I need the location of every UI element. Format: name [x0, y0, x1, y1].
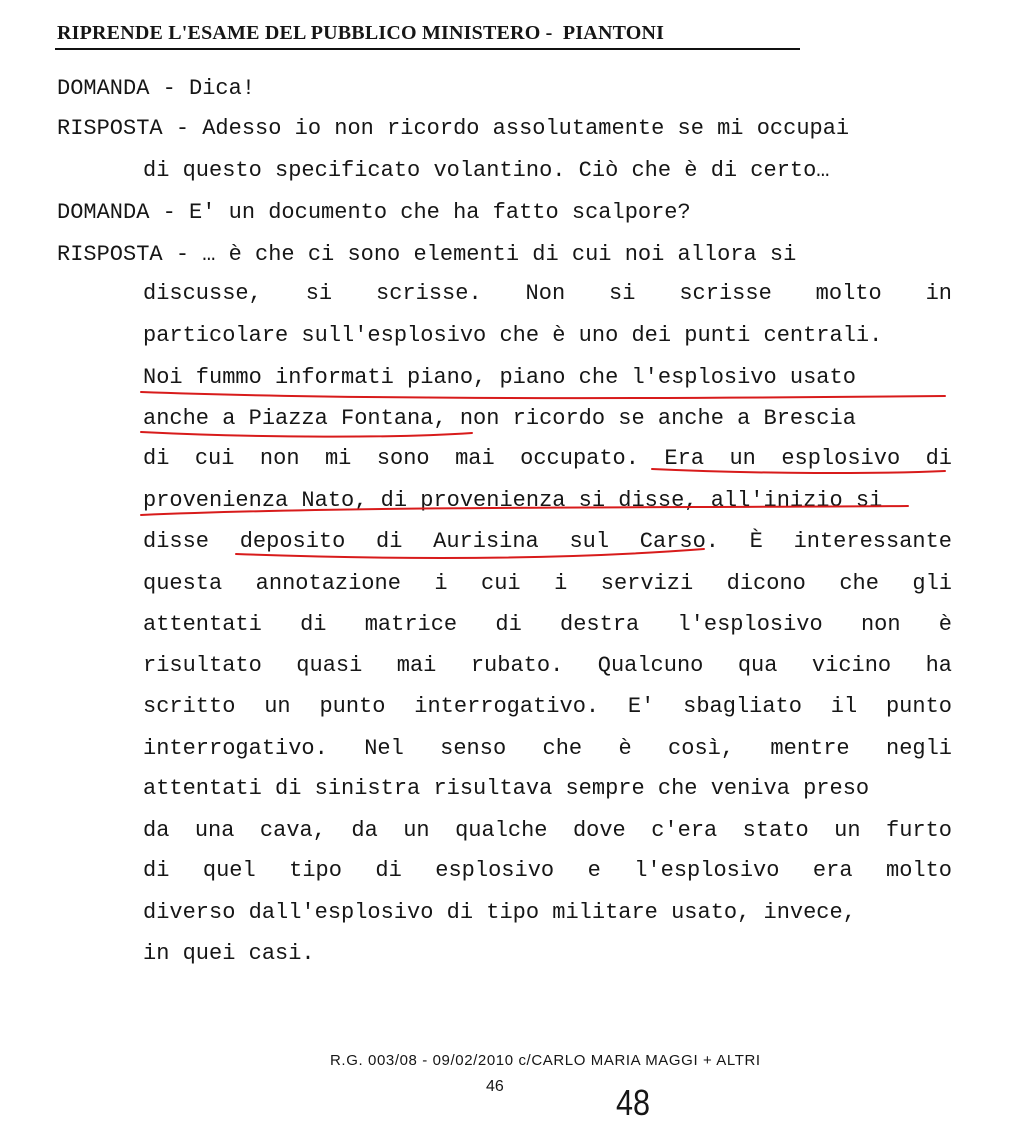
- answer-line: scritto un punto interrogativo. E' sbagliato il punto: [143, 694, 952, 719]
- underlined-line: anche a Piazza Fontana, non ricordo se anche a Brescia: [143, 406, 856, 431]
- answer-line: RISPOSTA - Adesso io non ricordo assolutamente se mi occupai: [57, 116, 850, 141]
- answer-line: RISPOSTA - … è che ci sono elementi di cui noi allora si: [57, 242, 797, 267]
- underlined-line: di cui non mi sono mai occupato. Era un esplosivo di: [143, 446, 952, 471]
- answer-line: di quel tipo di esplosivo e l'esplosivo era molto: [143, 858, 952, 883]
- underlined-line: provenienza Nato, di provenienza si disse, all'inizio si: [143, 488, 883, 513]
- question-line: DOMANDA - E' un documento che ha fatto scalpore?: [57, 200, 691, 225]
- answer-line: interrogativo. Nel senso che è così, mentre negli: [143, 736, 952, 761]
- underlined-line: disse deposito di Aurisina sul Carso. È interessante: [143, 529, 952, 554]
- handwritten-page-number: 48: [616, 1082, 651, 1123]
- pen-underline: [141, 432, 472, 437]
- answer-line: da una cava, da un qualche dove c'era stato un furto: [143, 818, 952, 843]
- pen-underline: [652, 469, 945, 473]
- pen-underline: [141, 506, 908, 515]
- answer-line: attentati di sinistra risultava sempre che veniva preso: [143, 776, 870, 801]
- page-number: 46: [486, 1078, 504, 1095]
- question-line: DOMANDA - Dica!: [57, 76, 256, 101]
- section-heading: RIPRENDE L'ESAME DEL PUBBLICO MINISTERO - PIANTONI: [57, 22, 665, 44]
- underlined-line: Noi fummo informati piano, piano che l'esplosivo usato: [143, 365, 856, 390]
- pen-underline: [141, 392, 945, 398]
- answer-line: attentati di matrice di destra l'esplosivo non è: [143, 612, 952, 637]
- answer-line: risultato quasi mai rubato. Qualcuno qua vicino ha: [143, 653, 952, 678]
- answer-line: particolare sull'esplosivo che è uno dei punti centrali.: [143, 323, 883, 348]
- pen-underline: [236, 549, 704, 558]
- answer-line: di questo specificato volantino. Ciò che è di certo…: [143, 158, 830, 183]
- answer-line: discusse, si scrisse. Non si scrisse molto in: [143, 281, 952, 306]
- answer-line: diverso dall'esplosivo di tipo militare usato, invece,: [143, 900, 856, 925]
- document-footer: R.G. 003/08 - 09/02/2010 c/CARLO MARIA MAGGI + ALTRI: [330, 1052, 761, 1069]
- answer-line: in quei casi.: [143, 941, 315, 966]
- answer-line: questa annotazione i cui i servizi dicono che gli: [143, 571, 952, 596]
